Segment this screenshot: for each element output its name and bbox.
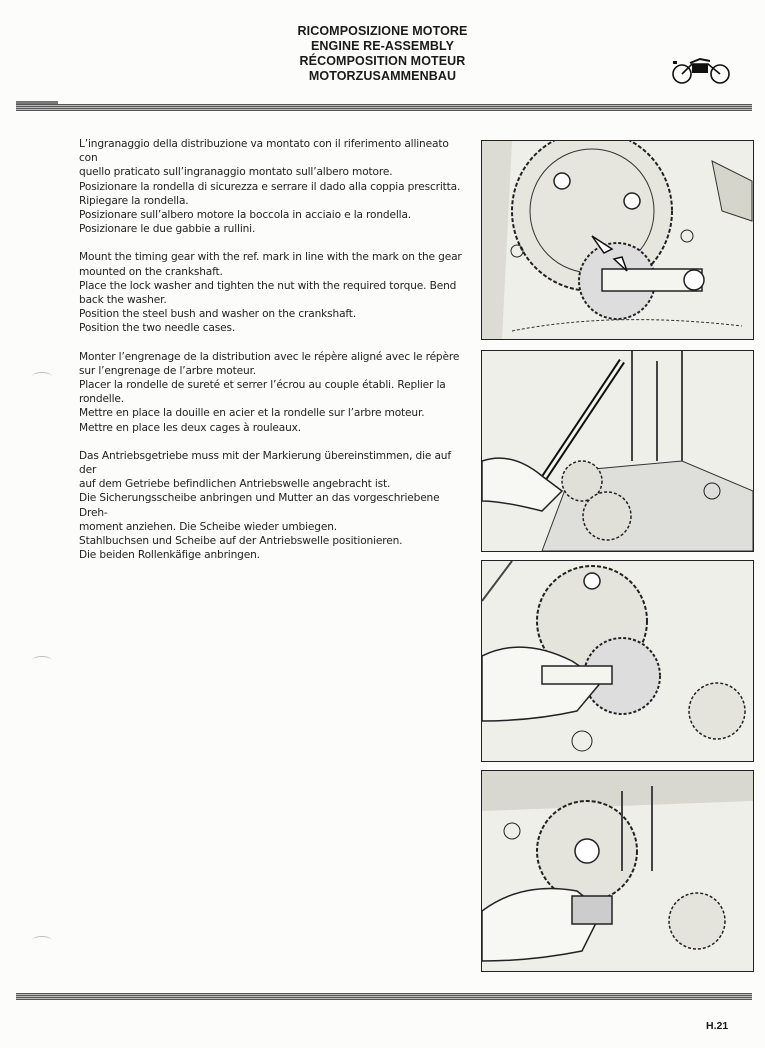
title-de: MOTORZUSAMMENBAU [308, 69, 457, 83]
text-line: Posizionare le due gabbie a rullini. [79, 223, 256, 236]
paragraph-fr [79, 350, 465, 435]
paragraph-de [79, 449, 465, 563]
binding-mark [32, 936, 52, 945]
text-line: L’ingranaggio della distribuzione va montato con il riferimento allineato con [79, 138, 449, 165]
text-line: Ripiegare la rondella. [79, 194, 189, 207]
text-line: quello praticato sull’ingranaggio montato sull’albero motore. [79, 166, 393, 179]
motorcycle-icon [670, 52, 732, 86]
binding-mark [32, 372, 52, 381]
header-rule [16, 104, 752, 111]
text-line: Posizionare la rondella di sicurezza e serrare il dado alla coppia prescritta. [79, 180, 461, 193]
text-line: mounted on the crankshaft. [79, 265, 223, 278]
text-line: Die Sicherungsscheibe anbringen und Mutter an das vorgeschriebene Dreh- [79, 492, 440, 519]
text-line: Die beiden Rollenkäfige anbringen. [79, 549, 260, 562]
instruction-text [79, 137, 465, 576]
text-line: Monter l’engrenage de la distribution avec le répère aligné avec le répère [79, 350, 460, 363]
paragraph-en [79, 250, 465, 335]
text-line: Place the lock washer and tighten the nut with the required torque. Bend [79, 279, 457, 292]
figure-timing-gear [481, 140, 754, 340]
text-line: Das Antriebsgetriebe muss mit der Markierung übereinstimmen, die auf der [79, 449, 451, 477]
footer-rule [16, 993, 752, 1000]
figure-torque-wrench [481, 350, 754, 552]
paragraph-it [79, 137, 465, 236]
title-it: RICOMPOSIZIONE MOTORE [297, 24, 468, 38]
text-line: Position the two needle cases. [79, 322, 236, 335]
text-line: Stahlbuchsen und Scheibe auf der Antriebswelle positionieren. [79, 535, 403, 548]
text-line: back the washer. [79, 294, 167, 307]
figure-needle-cages [481, 770, 754, 972]
title-en: ENGINE RE-ASSEMBLY [310, 39, 455, 53]
page-number: H.21 [706, 1020, 729, 1032]
text-line: auf dem Getriebe befindlichen Antriebswelle angebracht ist. [79, 478, 391, 491]
text-line: Position the steel bush and washer on the crankshaft. [79, 308, 357, 321]
page-header [240, 24, 525, 84]
text-line: Mettre en place la douille en acier et la rondelle sur l’arbre moteur. [79, 407, 425, 420]
text-line: rondelle. [79, 393, 124, 406]
text-line: Mount the timing gear with the ref. mark in line with the mark on the gear [79, 251, 462, 264]
figure-steel-bush [481, 560, 754, 762]
text-line: Posizionare sull’albero motore la boccola in acciaio e la rondella. [79, 209, 412, 222]
text-line: Placer la rondelle de sureté et serrer l’écrou au couple établi. Replier la [79, 379, 446, 392]
title-fr: RÉCOMPOSITION MOTEUR [299, 54, 466, 68]
binding-mark [32, 656, 52, 665]
text-line: moment anziehen. Die Scheibe wieder umbiegen. [79, 520, 337, 533]
text-line: Mettre en place les deux cages à rouleaux. [79, 421, 302, 434]
text-line: sur l’engrenage de l’arbre moteur. [79, 364, 257, 377]
